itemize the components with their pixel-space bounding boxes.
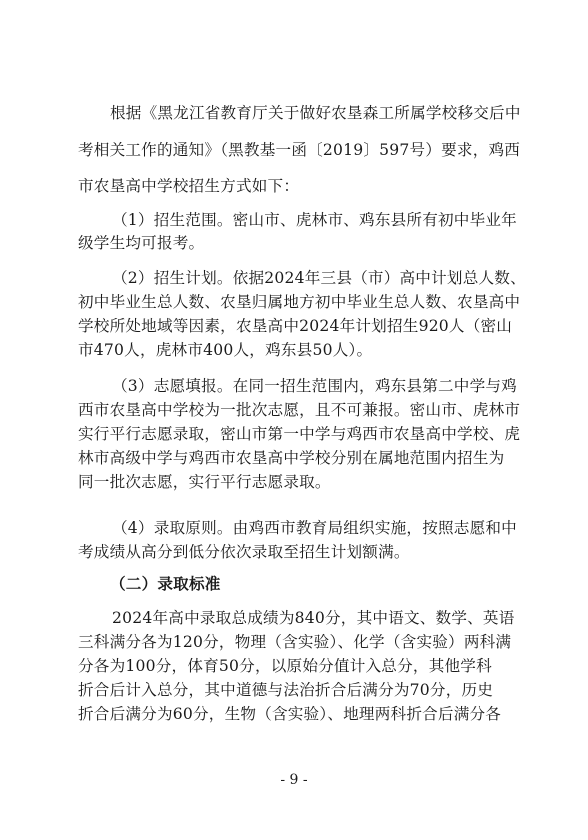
paragraph-scores-line-1: 2024年高中录取总成绩为840分，其中语文、数学、英语: [112, 609, 515, 627]
paragraph-enrollment-scope-line-1: （1）招生范围。密山市、虎林市、鸡东县所有初中毕业年: [112, 211, 517, 229]
paragraph-scores-line-2: 三科满分各为120分，物理（含实验）、化学（含实验）两科满: [78, 633, 512, 651]
paragraph-application-line-4: 林市高级中学与鸡西市农垦高中学校分别在属地范围内招生为: [78, 449, 505, 467]
paragraph-application-line-2: 西市农垦高中学校为一批次志愿，且不可兼报。密山市、虎林市: [78, 401, 521, 419]
paragraph-admission-principle-line-2: 考成绩从高分到低分依次录取至招生计划额满。: [78, 543, 410, 561]
paragraph-admission-principle-line-1: （4）录取原则。由鸡西市教育局组织实施，按照志愿和中: [112, 519, 517, 537]
paragraph-application-line-1: （3）志愿填报。在同一招生范围内，鸡东县第二中学与鸡: [112, 377, 517, 395]
paragraph-application-line-3: 实行平行志愿录取，密山市第一中学与鸡西市农垦高中学校、虎: [78, 425, 521, 443]
paragraph-enrollment-scope-line-2: 级学生均可报考。: [78, 234, 205, 252]
paragraph-scores-line-3: 分各为100分，体育50分，以原始分值计入总分，其他学科: [78, 657, 492, 675]
paragraph-intro-line-1: 根据《黑龙江省教育厅关于做好农垦森工所属学校移交后中: [110, 104, 521, 122]
paragraph-intro-line-3: 市农垦高中学校招生方式如下：: [78, 177, 300, 195]
paragraph-enrollment-plan-line-2: 初中毕业生总人数、农垦归属地方初中毕业生总人数、农垦高中: [78, 293, 521, 311]
page-number: - 9 -: [280, 772, 308, 788]
paragraph-intro-line-2: 考相关工作的通知》（黑教基一函〔2019〕597号）要求，鸡西: [78, 141, 521, 159]
section-heading-admission-standard: （二）录取标准: [110, 574, 221, 593]
paragraph-application-line-5: 同一批次志愿，实行平行志愿录取。: [78, 473, 331, 491]
paragraph-enrollment-plan-line-4: 市470人，虎林市400人，鸡东县50人）。: [78, 341, 373, 359]
paragraph-scores-line-4: 折合后计入总分，其中道德与法治折合后满分为70分，历史: [78, 681, 494, 699]
paragraph-enrollment-plan-line-3: 学校所处地域等因素，农垦高中2024年计划招生920人（密山: [78, 317, 513, 335]
paragraph-enrollment-plan-line-1: （2）招生计划。依据2024年三县（市）高中计划总人数、: [112, 269, 526, 287]
paragraph-scores-line-5: 折合后满分为60分，生物（含实验）、地理两科折合后满分各: [78, 705, 502, 723]
